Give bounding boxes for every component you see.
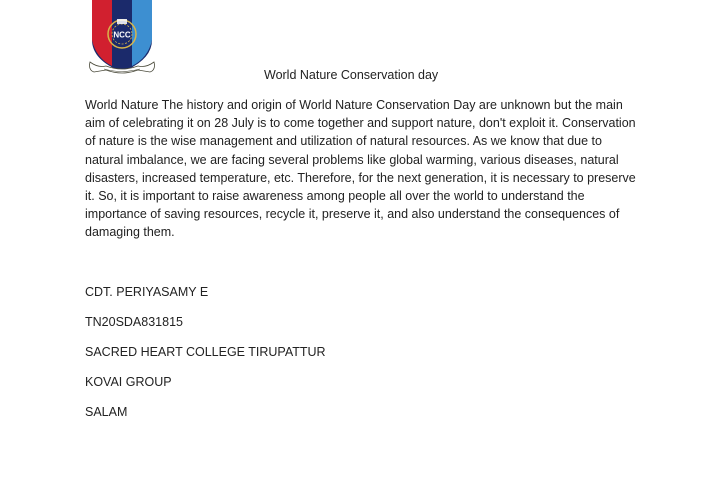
ncc-emblem-icon <box>86 0 158 80</box>
closing-salutation: SALAM <box>85 405 128 419</box>
college-name: SACRED HEART COLLEGE TIRUPATTUR <box>85 345 326 359</box>
group-name: KOVAI GROUP <box>85 375 172 389</box>
regimental-number: TN20SDA831815 <box>85 315 183 329</box>
cadet-name: CDT. PERIYASAMY E <box>85 285 209 299</box>
ncc-emblem-logo <box>86 0 158 80</box>
svg-text:NCC: NCC <box>113 30 131 40</box>
body-paragraph: World Nature The history and origin of World Nature Conservation Day are unknown but the main aim of celebrating it on 28 July is to come together and support nature, don't exploit it. Conservation of nature is the wise management and utilization of natural resources. As we know that due to natural imbalance, we are facing several problems like global warming, various diseases, natural disasters, increased temperature, etc. Therefore, for the next generation, it is necessary to preserve it. So, it is important to raise awareness among people all over the world to understand the importance of saving resources, recycle it, preserve it, and also understand the consequences of damaging them. <box>85 98 636 240</box>
document-title: World Nature Conservation day <box>264 68 439 82</box>
